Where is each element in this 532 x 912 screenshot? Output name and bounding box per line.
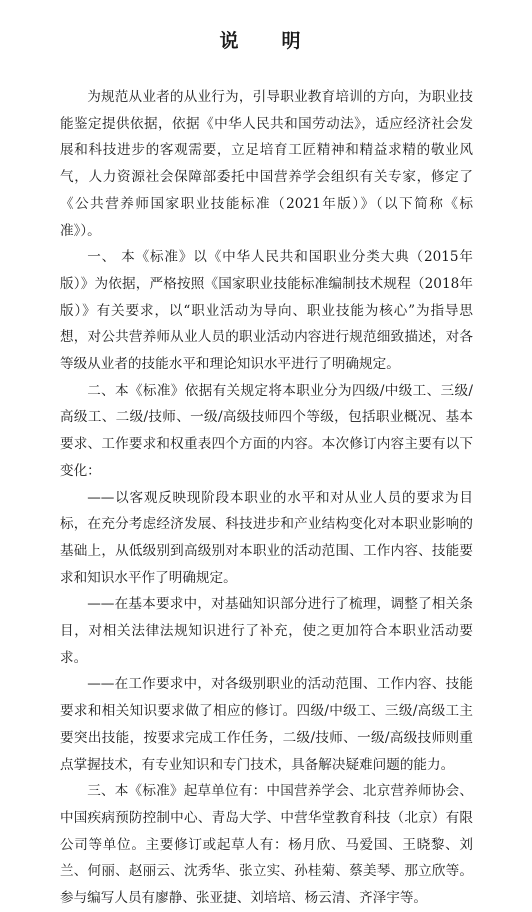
change-item-work-requirements: ——在工作要求中，对各级别职业的活动范围、工作内容、技能要求和相关知识要求做了相应的修订。四级/中级工、三级/高级工主要突出技能，按要求完成工作任务，二级/技师、一级/高级技师则重点掌握技术，有专业知识和专门技术，具备解决疑难问题的能力。 — [60, 676, 473, 773]
document-body — [60, 84, 473, 912]
document-title: 说 明 — [219, 30, 313, 52]
intro-paragraph: 为规范从业者的从业行为，引导职业教育培训的方向，为职业技能鉴定提供依据，依据《中华人民共和国劳动法》，适应经济社会发展和科技进步的客观需要，立足培育工匠精神和精益求精的敬业风气，人力资源社会保障部委托中国营养学会组织有关专家，修定了《公共营养师国家职业技能标准（2021年版）》（以下简称《标准》）。 — [60, 89, 473, 239]
change-item-objective: ——以客观反映现阶段本职业的水平和对从业人员的要求为目标，在充分考虑经济发展、科技进步和产业结构变化对本职业影响的基础上，从低级别到高级别对本职业的活动范围、工作内容、技能要求和知识水平作了明确规定。 — [60, 489, 473, 586]
section-two-paragraph: 二、本《标准》依据有关规定将本职业分为四级/中级工、三级/高级工、二级/技师、一级/高级技师四个等级，包括职业概况、基本要求、工作要求和权重表四个方面的内容。本次修订内容主要有以下变化： — [60, 382, 473, 479]
change-item-basic-requirements: ——在基本要求中，对基础知识部分进行了梳理，调整了相关条目，对相关法律法规知识进行了补充，使之更加符合本职业活动要求。 — [60, 596, 473, 666]
section-one-paragraph: 一、 本《标准》以《中华人民共和国职业分类大典（2015年版）》为依据，严格按照《国家职业技能标准编制技术规程（2018年版）》有关要求，以“职业活动为导向、职业技能为核心”为指导思想，对公共营养师从业人员的职业活动内容进行规范细致描述，对各等级从业者的技能水平和理论知识水平进行了明确规定。 — [60, 249, 473, 373]
section-three-paragraph: 三、本《标准》起草单位有：中国营养学会、北京营养师协会、中国疾病预防控制中心、青岛大学、中营华堂教育科技（北京）有限公司等单位。主要修订或起草人有：杨月欣、马爱国、王晓黎、刘兰、何丽、赵丽云、沈秀华、张立实、孙桂菊、蔡美琴、那立欣等。参与编写人员有廖静、张亚捷、刘培培、杨云清、齐泽宇等。 — [60, 783, 473, 907]
